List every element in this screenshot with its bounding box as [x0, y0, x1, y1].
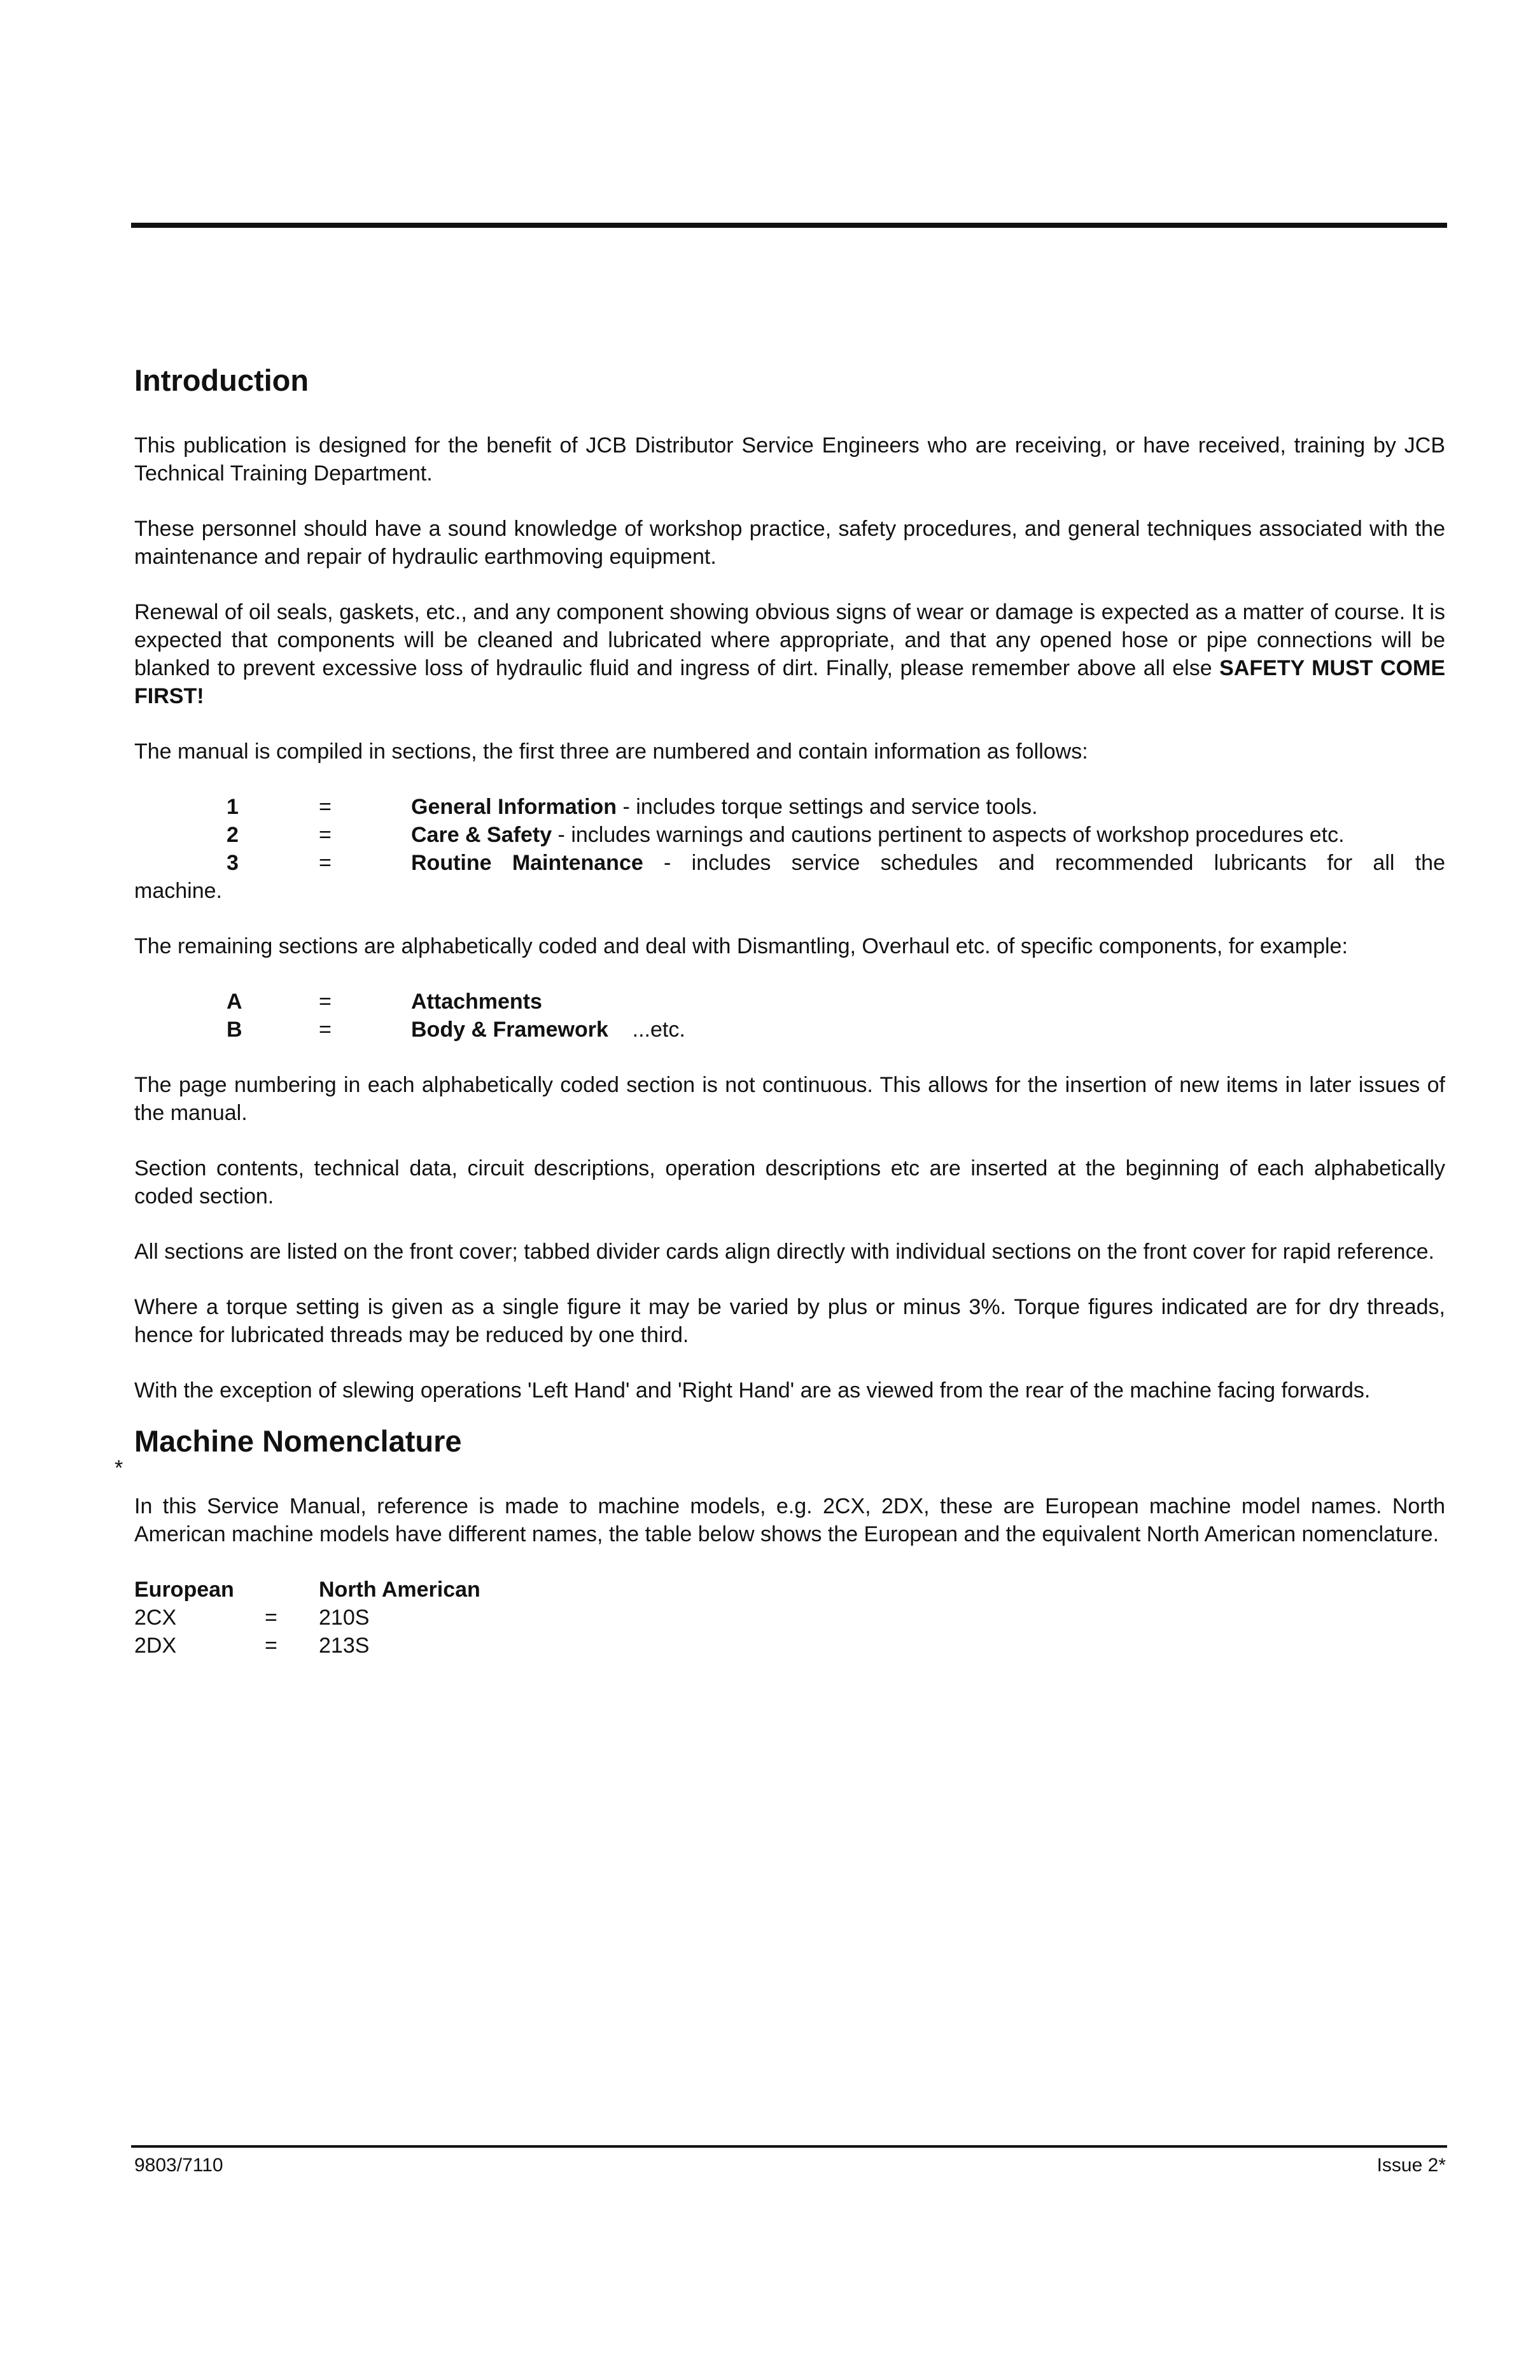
intro-paragraph-9: Where a torque setting is given as a single figure it may be varied by plus or minus 3%. Torque figures indicated are for dry threads, hence for lubricated threads may be reduced by one third.	[134, 1295, 1445, 1347]
intro-paragraph-6: The page numbering in each alphabetically coded section is not continuous. This allows for the insertion of new items in later issues of the manual.	[134, 1073, 1445, 1125]
list-item: B = Body & Framework ...etc.	[227, 1018, 685, 1042]
bottom-rule	[131, 2145, 1447, 2148]
list-item: A = Attachments	[227, 990, 542, 1014]
intro-paragraph-2: These personnel should have a sound knowledge of workshop practice, safety procedures, and general techniques associated with the maintenance and repair of hydraulic earthmoving equipment.	[134, 517, 1445, 569]
lettered-sections-list	[134, 988, 1445, 1044]
intro-paragraph-4: The manual is compiled in sections, the first three are numbered and contain information as follows:	[134, 739, 1088, 764]
nomenclature-heading: Machine Nomenclature	[134, 1424, 462, 1458]
table-row: 2DX = 213S	[134, 1634, 370, 1658]
safety-emphasis: SAFETY MUST COME FIRST!	[134, 656, 1445, 708]
intro-paragraph-5: The remaining sections are alphabetically coded and deal with Dismantling, Overhaul etc. of specific components, for example:	[134, 934, 1348, 958]
numbered-sections-list	[134, 793, 1445, 905]
intro-paragraph-3: Renewal of oil seals, gaskets, etc., and any component showing obvious signs of wear or damage is expected as a matter of course. It is expected that components will be cleaned and lubricated where appropriate, and that any opened hose or pipe connections will be blanked to prevent excessive loss of hydraulic fluid and ingress of dirt. Finally, please remember above all else SAFETY MUST COME FIRST!	[134, 600, 1445, 708]
intro-paragraph-1: This publication is designed for the benefit of JCB Distributor Service Engineers who are receiving, or have received, training by JCB Technical Training Department.	[134, 433, 1445, 486]
top-rule	[131, 223, 1447, 228]
table-row: 2CX = 210S	[134, 1606, 370, 1630]
intro-paragraph-8: All sections are listed on the front cover; tabbed divider cards align directly with individual sections on the front cover for rapid reference.	[134, 1240, 1434, 1264]
table-header-row: European North American	[134, 1578, 480, 1602]
intro-paragraph-10: With the exception of slewing operations 'Left Hand' and 'Right Hand' are as viewed from the rear of the machine facing forwards.	[134, 1378, 1371, 1403]
list-item: 2 = Care & Safety - includes warnings and cautions pertinent to aspects of workshop procedures etc.	[227, 823, 1345, 847]
document-number: 9803/7110	[134, 2155, 223, 2176]
nomenclature-paragraph: In this Service Manual, reference is made to machine models, e.g. 2CX, 2DX, these are European machine model names. North American machine models have different names, the table below shows the European and the equivalent North American nomenclature.	[134, 1494, 1445, 1546]
list-item: 3 = Routine Maintenance - includes service schedules and recommended lubricants for all the	[227, 851, 1445, 875]
list-item: 1 = General Information - includes torque settings and service tools.	[227, 795, 1038, 819]
intro-paragraph-7: Section contents, technical data, circuit descriptions, operation descriptions etc are inserted at the beginning of each alphabetically coded section.	[134, 1156, 1445, 1208]
page-content	[134, 363, 1445, 1660]
nomenclature-table	[134, 1576, 1445, 1660]
change-marker: *	[115, 1456, 123, 1480]
introduction-heading: Introduction	[134, 363, 309, 397]
list-item-wrap: machine.	[134, 879, 222, 903]
issue-label: Issue 2*	[1376, 2155, 1446, 2176]
